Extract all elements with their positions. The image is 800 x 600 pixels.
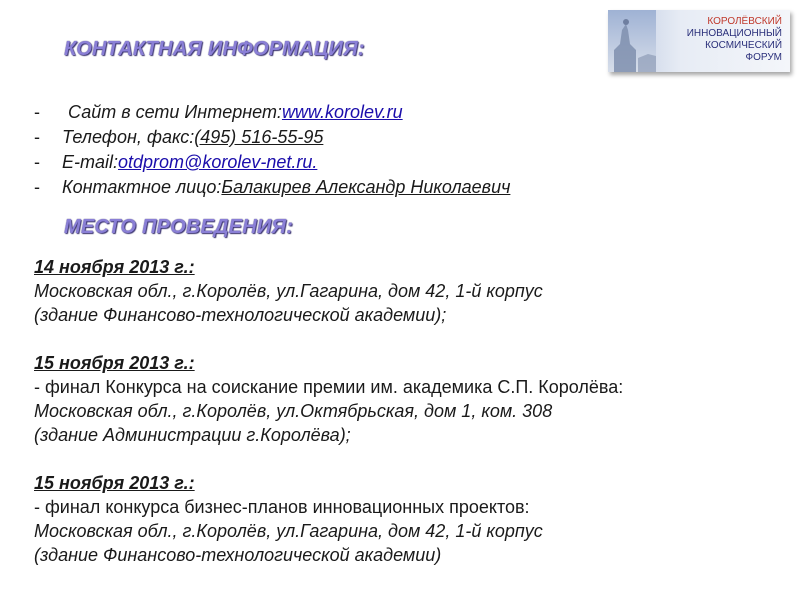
contact-label: Сайт в сети Интернет: (68, 102, 282, 122)
venue-date: 15 ноября 2013 г.: (34, 353, 195, 373)
logo-line-2: ИННОВАЦИОННЫЙ (686, 28, 782, 39)
forum-logo (608, 10, 790, 72)
venue-date: 14 ноября 2013 г.: (34, 257, 195, 277)
venue-heading: МЕСТО ПРОВЕДЕНИЯ: (64, 216, 294, 238)
venue-block (34, 255, 774, 327)
venue-block (34, 471, 774, 567)
venue-address: Московская обл., г.Королёв, ул.Октябрьская, дом 1, ком. 308 (34, 401, 553, 421)
venue-event: - финал Конкурса на соискание премии им. академика С.П. Королёва: (34, 377, 624, 397)
logo-line-1: КОРОЛЁВСКИЙ (707, 16, 782, 27)
logo-caption (687, 16, 782, 64)
contacts-heading: КОНТАКТНАЯ ИНФОРМАЦИЯ: (64, 38, 365, 60)
venue-address: Московская обл., г.Королёв, ул.Гагарина, дом 42, 1-й корпус (34, 521, 543, 541)
venue-building: (здание Финансово-технологической академии); (34, 305, 447, 325)
monument-photo-icon (608, 10, 656, 72)
venue-date: 15 ноября 2013 г.: (34, 473, 195, 493)
contact-label: Контактное лицо: (62, 177, 222, 197)
venue-building: (здание Финансово-технологической академии) (34, 545, 442, 565)
list-dash: - (34, 177, 40, 197)
list-dash: - (34, 152, 40, 172)
venue-list (34, 255, 774, 591)
contact-person-name: Балакирев Александр Николаевич (221, 177, 511, 197)
list-dash: - (34, 102, 40, 122)
venue-address: Московская обл., г.Королёв, ул.Гагарина, дом 42, 1-й корпус (34, 281, 543, 301)
contact-list (34, 100, 754, 200)
contact-label: E-mail: (62, 152, 119, 172)
logo-line-3: КОСМИЧЕСКИЙ (705, 40, 782, 51)
email-link[interactable]: otdprom@korolev-net.ru. (118, 152, 318, 172)
logo-line-4: ФОРУМ (745, 52, 782, 63)
contact-item-phone (34, 125, 754, 150)
website-link[interactable]: www.korolev.ru (281, 102, 403, 122)
phone-value: (495) 516-55-95 (194, 127, 324, 147)
venue-event: - финал конкурса бизнес-планов инновационных проектов: (34, 497, 530, 517)
venue-block (34, 351, 774, 447)
contact-label: Телефон, факс: (62, 127, 195, 147)
contact-item-email (34, 150, 754, 175)
contact-item-person (34, 175, 754, 200)
contact-item-website (34, 100, 754, 125)
list-dash: - (34, 127, 40, 147)
venue-building: (здание Администрации г.Королёва); (34, 425, 351, 445)
